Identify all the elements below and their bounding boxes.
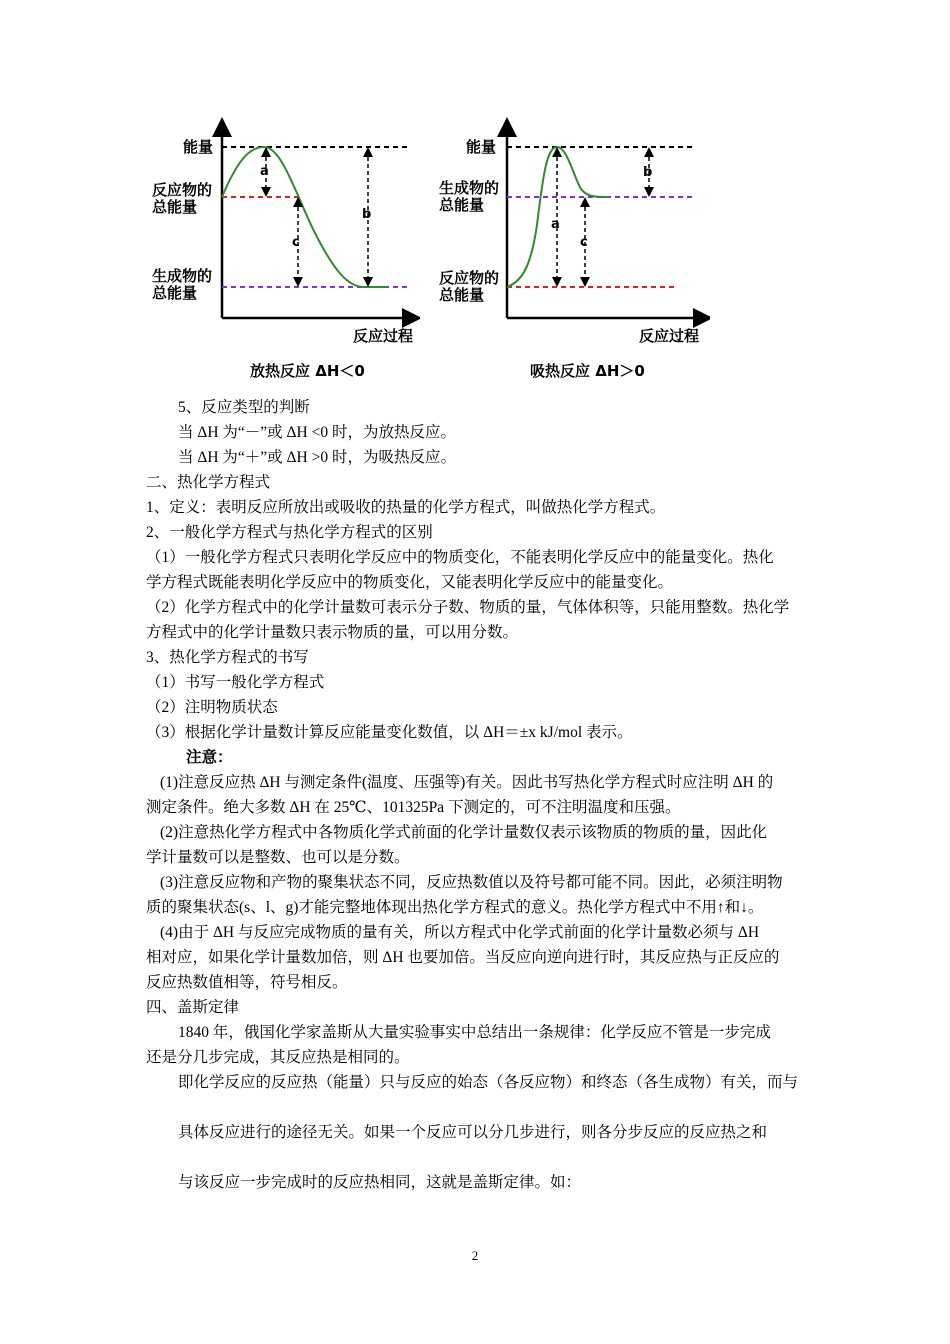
endothermic-energy-diagram [435, 115, 710, 355]
text-line: （1）书写一般化学方程式 [146, 674, 325, 691]
reactant-label-line1: 反应物的 [439, 269, 500, 287]
letter-a: a [260, 164, 269, 179]
text-line: 与该反应一步完成时的反应热相同，这就是盖斯定律。如： [178, 1174, 582, 1191]
y-axis-label: 能量 [466, 138, 497, 156]
text-line: 学计量数可以是整数、也可以是分数。 [146, 849, 410, 866]
text-line: (3)注意反应物和产物的聚集状态不同，反应热数值以及符号都可能不同。因此，必须注明物 [160, 874, 783, 891]
text-line: 方程式中的化学计量数只表示物质的量，可以用分数。 [146, 624, 519, 641]
reactant-label-line2: 总能量 [152, 198, 198, 216]
product-label-line2: 总能量 [439, 196, 485, 214]
text-line: (4)由于 ΔH 与反应完成物质的量有关，所以方程式中化学式前面的化学计量数必须与 ΔH [160, 924, 760, 941]
product-label-line1: 生成物的 [439, 179, 500, 197]
section-heading: 5、反应类型的判断 [178, 399, 310, 416]
section-heading: 二、热化学方程式 [146, 474, 271, 491]
text-line: 学方程式既能表明化学反应中的物质变化，又能表明化学反应中的能量变化。 [146, 574, 674, 591]
product-label-line1: 生成物的 [152, 267, 213, 285]
exothermic-caption: 放热反应 ΔH＜0 [250, 362, 365, 380]
product-label-line2: 总能量 [152, 284, 198, 302]
text-line: 相对应，如果化学计量数加倍，则 ΔH 也要加倍。当反应向逆向进行时，其反应热与正反应的 [146, 949, 780, 966]
text-line: 即化学反应的反应热（能量）只与反应的始态（各反应物）和终态（各生成物）有关，而与 [178, 1074, 799, 1091]
letter-b: b [643, 165, 653, 180]
text-line: 反应热数值相等，符号相反。 [146, 974, 348, 991]
x-axis-label: 反应过程 [639, 327, 700, 345]
text-line: 还是分几步完成，其反应热是相同的。 [146, 1049, 410, 1066]
text-line: （2）化学方程式中的化学计量数可表示分子数、物质的量，气体体积等，只能用整数。热化学 [146, 599, 790, 616]
text-line: （3）根据化学计量数计算反应能量变化数值，以 ΔH＝±x kJ/mol 表示。 [146, 724, 633, 741]
text-line: 1840 年，俄国化学家盖斯从大量实验事实中总结出一条规律：化学反应不管是一步完成 [178, 1024, 771, 1041]
endothermic-svg [435, 115, 710, 355]
letter-c: c [292, 235, 300, 250]
letter-a: a [551, 217, 560, 232]
text-line: 当 ΔH 为“＋”或 ΔH >0 时，为吸热反应。 [178, 449, 456, 466]
endothermic-caption: 吸热反应 ΔH＞0 [530, 362, 645, 380]
section-heading: 四、盖斯定律 [146, 999, 240, 1016]
x-axis-label: 反应过程 [353, 327, 414, 345]
section-heading: 3、热化学方程式的书写 [146, 649, 309, 666]
text-line: (1)注意反应热 ΔH 与测定条件(温度、压强等)有关。因此书写热化学方程式时应注明 ΔH 的 [160, 774, 774, 791]
reactant-label-line2: 总能量 [439, 286, 485, 304]
exothermic-svg [150, 115, 420, 355]
y-axis-label: 能量 [183, 138, 214, 156]
text-line: (2)注意热化学方程式中各物质化学式前面的化学计量数仅表示该物质的物质的量，因此化 [160, 824, 768, 841]
text-line: 测定条件。绝大多数 ΔH 在 25℃、101325Pa 下测定的，可不注明温度和压强。 [146, 799, 681, 816]
text-line: 当 ΔH 为“－”或 ΔH <0 时，为放热反应。 [178, 424, 456, 441]
text-line: （1）一般化学方程式只表明化学反应中的物质变化，不能表明化学反应中的能量变化。热化 [146, 549, 774, 566]
text-line: 1、定义：表明反应所放出或吸收的热量的化学方程式，叫做热化学方程式。 [146, 499, 666, 516]
page-number: 2 [471, 1248, 479, 1263]
letter-c: c [580, 235, 588, 250]
text-line: 质的聚集状态(s、l、g)才能完整地体现出热化学方程式的意义。热化学方程式中不用↑和↓。 [146, 899, 764, 916]
text-line: （2）注明物质状态 [146, 699, 278, 716]
note-heading: 注意： [186, 749, 233, 766]
exothermic-energy-diagram [150, 115, 420, 355]
text-line: 2、一般化学方程式与热化学方程式的区别 [146, 524, 433, 541]
text-line: 具体反应进行的途径无关。如果一个反应可以分几步进行，则各分步反应的反应热之和 [178, 1124, 768, 1141]
letter-b: b [362, 207, 372, 222]
reactant-label-line1: 反应物的 [152, 181, 213, 199]
